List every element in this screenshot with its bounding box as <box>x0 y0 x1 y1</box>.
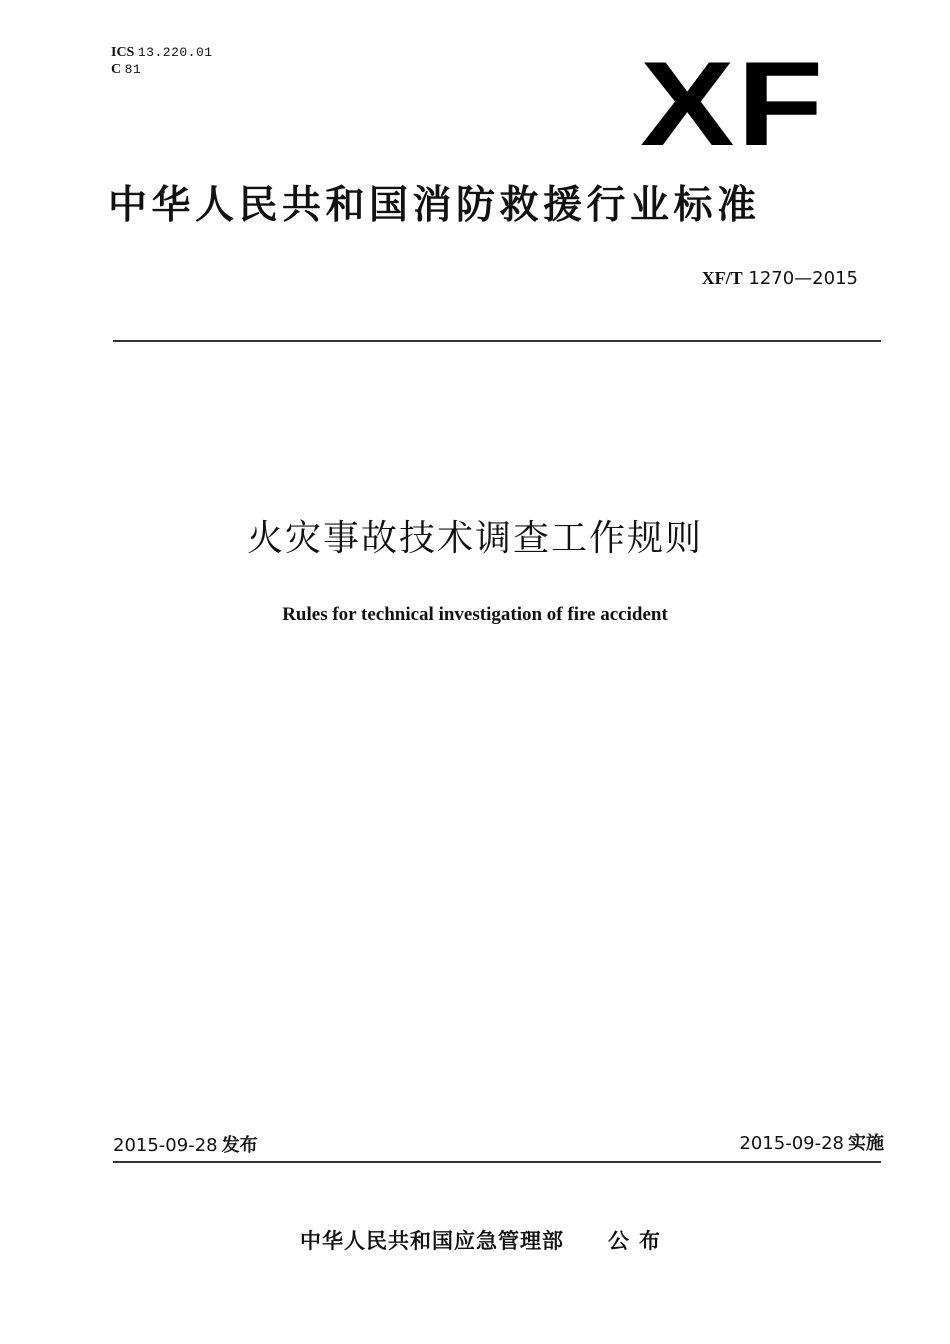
ccs-label: C <box>111 62 122 77</box>
ics-line <box>111 44 213 61</box>
publisher-line <box>300 1226 670 1256</box>
effective-label: 实施 <box>848 1133 884 1154</box>
publisher-name: 中华人民共和国应急管理部 <box>300 1229 564 1253</box>
effective-date: 2015-09-28 <box>739 1133 844 1154</box>
release-date: 2015-09-28 <box>113 1135 218 1156</box>
xf-logo: XF <box>640 37 826 171</box>
standard-prefix: XF/T <box>701 268 743 288</box>
standard-number: 1270—2015 <box>748 268 858 289</box>
ccs-line <box>111 61 213 78</box>
document-title-en: Rules for technical investigation of fire accident <box>282 604 668 625</box>
publish-word: 公布 <box>608 1229 670 1253</box>
effective-info <box>739 1131 884 1157</box>
bottom-divider <box>113 1161 881 1163</box>
release-label: 发布 <box>221 1135 258 1156</box>
document-title-cn: 火灾事故技术调查工作规则 <box>246 518 703 559</box>
ccs-code: 81 <box>124 62 142 77</box>
standard-code <box>702 266 858 291</box>
standard-category: 中华人民共和国消防救援行业标准 <box>108 183 761 228</box>
classification-codes <box>111 44 213 78</box>
top-divider <box>113 340 881 342</box>
release-info <box>113 1133 258 1159</box>
ics-code: 13.220.01 <box>137 45 213 60</box>
ics-label: ICS <box>111 45 135 60</box>
